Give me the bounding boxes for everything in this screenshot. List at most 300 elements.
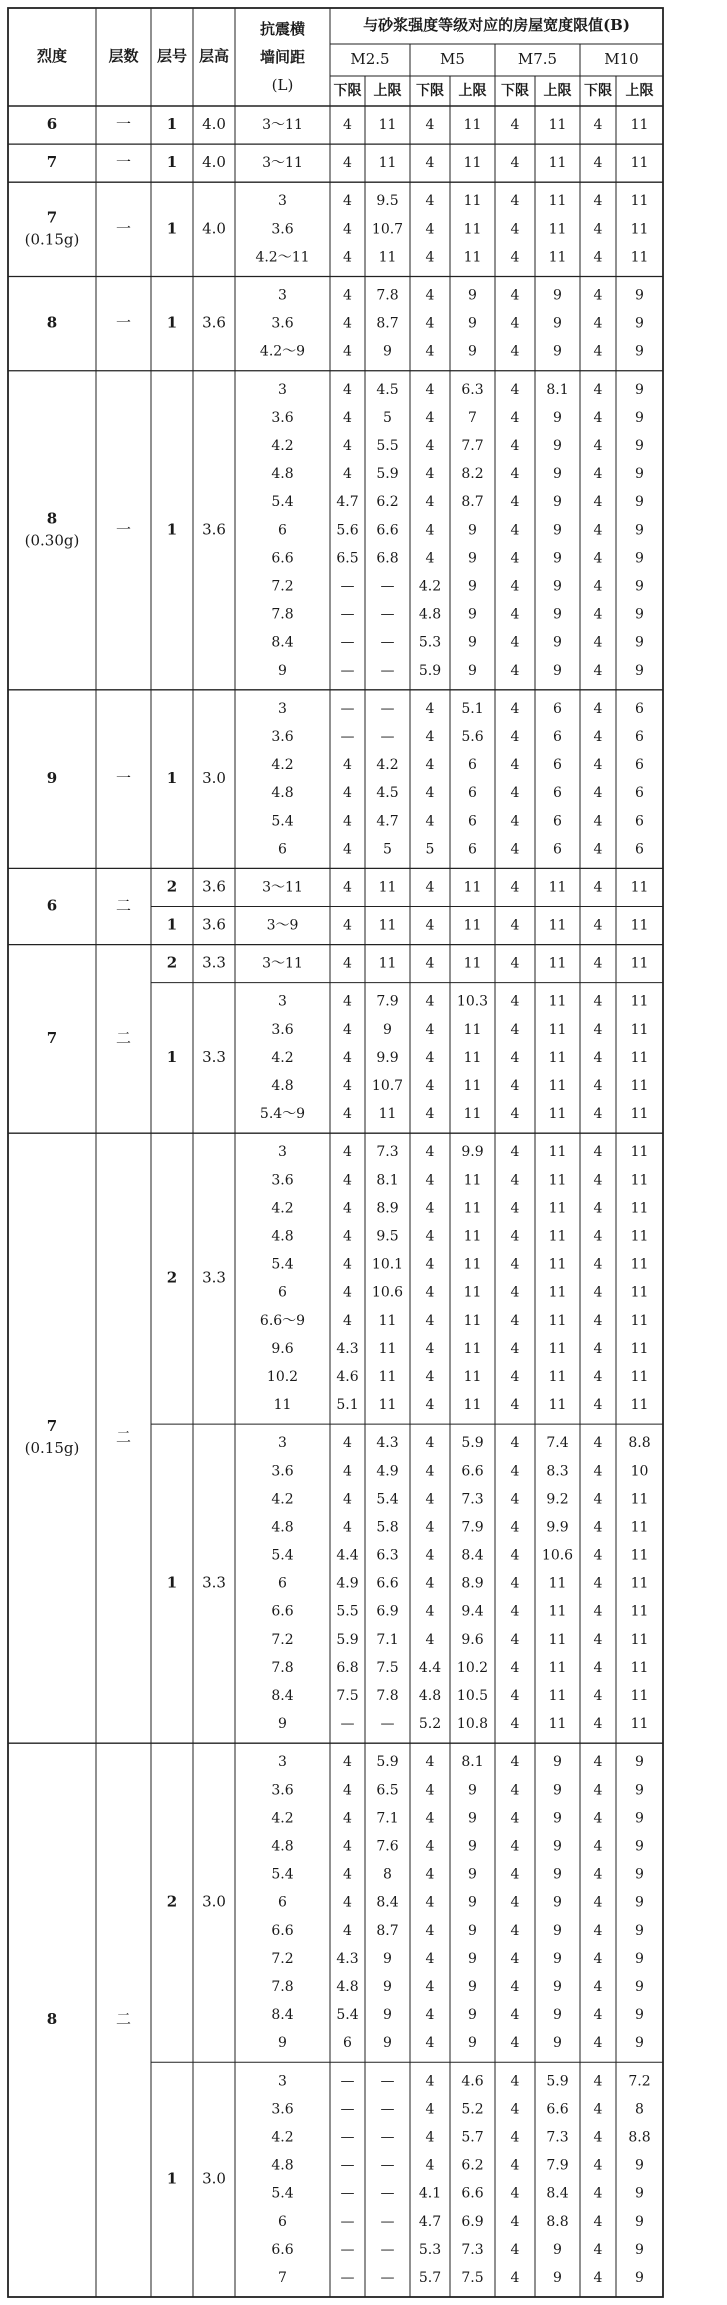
width-limit-cell: 4 [510, 578, 520, 595]
width-limit-cell: 9 [553, 466, 562, 483]
width-limit-cell: 4.1 [418, 2185, 442, 2202]
width-limit-cell: 4 [510, 249, 520, 266]
width-limit-cell: 11 [630, 1519, 649, 1536]
width-limit-cell: 11 [630, 1575, 649, 1592]
wall-spacing-cell: 4.8 [271, 1228, 294, 1245]
width-limit-cell: 11 [548, 1368, 567, 1385]
width-limit-cell: 4 [343, 1838, 352, 1855]
width-limit-cell: 9 [468, 315, 477, 332]
width-limit-cell: 7.5 [336, 1688, 359, 1705]
width-limit-cell: 4 [593, 1021, 603, 1038]
wall-spacing-cell: 3 [278, 287, 287, 304]
width-limit-cell: 4.7 [336, 494, 359, 511]
width-limit-cell: — [380, 578, 395, 595]
width-limit-cell: 11 [548, 1340, 567, 1357]
width-limit-cell: 4 [343, 1922, 352, 1939]
width-limit-cell: 9 [383, 343, 392, 360]
width-limit-cell: 11 [548, 1256, 567, 1273]
width-limit-cell: 11 [630, 1049, 649, 1066]
width-limit-cell: 11 [463, 1106, 482, 1123]
header-lower-2: 下限 [501, 83, 529, 99]
width-limit-cell: 4 [593, 315, 603, 332]
width-limit-cell: 4 [510, 2157, 520, 2174]
width-limit-cell: 4 [593, 343, 603, 360]
width-limit-cell: 4 [510, 221, 520, 238]
width-limit-cell: 4 [425, 1228, 435, 1245]
width-limit-cell: 6.6 [546, 2101, 569, 2118]
width-limit-cell: 6.9 [376, 1603, 399, 1620]
width-limit-cell: — [380, 662, 395, 679]
width-limit-cell: 8.4 [461, 1547, 484, 1564]
floor-height-cell: 3.0 [202, 2169, 226, 2188]
width-limit-cell: 9 [468, 550, 477, 567]
width-limit-cell: 11 [630, 1603, 649, 1620]
width-limit-cell: 11 [548, 1106, 567, 1123]
width-limit-cell: 4 [510, 813, 520, 830]
width-limit-cell: 4 [593, 606, 603, 623]
width-limit-cell: 8.4 [376, 1894, 399, 1911]
width-limit-cell: 4 [510, 1144, 520, 1161]
width-limit-cell: 11 [548, 993, 567, 1010]
wall-spacing-cell: 3～11 [262, 155, 303, 172]
wall-spacing-cell: 11 [273, 1397, 292, 1414]
width-limit-cell: 4 [425, 757, 435, 774]
width-limit-cell: 9 [468, 1978, 477, 1995]
width-limit-cell: 4 [425, 1603, 435, 1620]
width-limit-cell: 11 [378, 155, 397, 172]
width-limit-cell: 9 [635, 2035, 644, 2052]
width-limit-cell: 4 [510, 757, 520, 774]
width-limit-cell: 11 [548, 1144, 567, 1161]
width-limit-cell: 9 [468, 1866, 477, 1883]
width-limit-cell: 4 [425, 1894, 435, 1911]
header-grade-3: M10 [604, 50, 639, 68]
width-limit-cell: 5 [425, 841, 435, 858]
width-limit-cell: 11 [630, 1078, 649, 1095]
floor-number-cell: 2 [166, 1892, 178, 1911]
width-limit-cell: 4 [343, 381, 352, 398]
storeys-cell: 二 [115, 1028, 132, 1047]
width-limit-cell: 4 [343, 1021, 352, 1038]
width-limit-cell: 7.4 [546, 1435, 569, 1452]
floor-number-cell: 1 [166, 769, 178, 788]
width-limit-cell: 4 [593, 578, 603, 595]
width-limit-cell: 11 [630, 1106, 649, 1123]
intensity-cell: 8 [46, 2010, 58, 2029]
width-limit-cell: 11 [548, 1049, 567, 1066]
width-limit-cell: 4 [593, 2035, 603, 2052]
width-limit-cell: 4 [343, 409, 352, 426]
width-limit-cell: 9 [553, 1866, 562, 1883]
wall-spacing-cell: 8.4 [271, 2007, 294, 2024]
floor-number-cell: 1 [166, 2169, 178, 2188]
width-limit-cell: 6.3 [461, 381, 484, 398]
width-limit-cell: 4 [510, 1894, 520, 1911]
intensity-cell: 6 [46, 896, 58, 915]
width-limit-cell: 4.3 [336, 1950, 359, 1967]
width-limit-cell: 4 [510, 662, 520, 679]
width-limit-cell: 11 [630, 1172, 649, 1189]
header-spacing-line3: (L) [271, 76, 294, 94]
wall-spacing-cell: 6 [278, 1894, 287, 1911]
width-limit-cell: 4 [343, 1894, 352, 1911]
width-limit-cell: 4 [593, 1838, 603, 1855]
width-limit-cell: 11 [463, 1284, 482, 1301]
width-limit-cell: 6 [553, 757, 562, 774]
width-limit-cell: 4 [593, 1631, 603, 1648]
width-limit-cell: 4 [343, 813, 352, 830]
width-limit-cell: 4 [510, 1716, 520, 1733]
width-limit-cell: 4 [510, 1284, 520, 1301]
width-limit-cell: 11 [463, 1200, 482, 1217]
width-limit-cell: 4 [343, 438, 352, 455]
width-limit-cell: 4 [510, 955, 520, 972]
width-limit-cell: 8.4 [546, 2185, 569, 2202]
width-limit-cell: 4 [510, 1978, 520, 1995]
width-limit-cell: — [380, 2269, 395, 2286]
wall-spacing-cell: 5.4 [271, 2185, 294, 2202]
wall-spacing-cell: 4.8 [271, 466, 294, 483]
width-limit-cell: 5.9 [461, 1435, 484, 1452]
width-limit-cell: — [380, 728, 395, 745]
width-limit-cell: 11 [463, 1397, 482, 1414]
wall-spacing-cell: 4.8 [271, 1838, 294, 1855]
width-limit-cell: 9 [468, 662, 477, 679]
width-limit-cell: 4 [510, 1049, 520, 1066]
width-limit-cell: 4.5 [376, 785, 399, 802]
header-upper-1: 上限 [458, 83, 487, 99]
width-limit-cell: 11 [463, 1256, 482, 1273]
width-limit-cell: 4 [343, 1519, 352, 1536]
width-limit-cell: 4 [593, 917, 603, 934]
width-limit-cell: 4 [510, 1810, 520, 1827]
width-limit-cell: 4 [510, 1435, 520, 1452]
width-limit-cell: 4 [343, 1491, 352, 1508]
width-limit-cell: 4 [593, 1228, 603, 1245]
width-limit-cell: 4 [510, 1491, 520, 1508]
width-limit-cell: 4 [593, 2129, 603, 2146]
width-limit-cell: 4 [593, 287, 603, 304]
width-limit-cell: 7.2 [628, 2073, 651, 2090]
width-limit-cell: 4 [425, 2129, 435, 2146]
header-grade-1: M5 [440, 50, 465, 68]
width-limit-cell: 9 [468, 634, 477, 651]
width-limit-cell: 4 [425, 1049, 435, 1066]
width-limit-cell: 4 [593, 1049, 603, 1066]
wall-spacing-cell: 3.6 [271, 1463, 294, 1480]
width-limit-cell: 11 [463, 917, 482, 934]
width-limit-cell: 4 [510, 700, 520, 717]
wall-spacing-cell: 6.6 [271, 550, 294, 567]
width-limit-cell: 6.8 [336, 1659, 359, 1676]
width-limit-cell: 4 [425, 1575, 435, 1592]
intensity-accel-cell: (0.15g) [24, 1439, 80, 1458]
width-limit-cell: 6.6 [376, 1575, 399, 1592]
width-limit-cell: 4.8 [418, 1688, 442, 1705]
width-limit-cell: 7.1 [376, 1631, 399, 1648]
wall-spacing-cell: 3 [278, 193, 287, 210]
width-limit-cell: 4 [510, 2073, 520, 2090]
width-limit-cell: 4 [425, 249, 435, 266]
width-limit-cell: — [340, 578, 355, 595]
wall-spacing-cell: 3 [278, 1144, 287, 1161]
floor-height-cell: 4.0 [202, 219, 226, 238]
width-limit-cell: 9 [635, 381, 644, 398]
width-limit-cell: 4 [343, 221, 352, 238]
width-limit-cell: 9 [383, 2007, 392, 2024]
width-limit-cell: 11 [463, 1368, 482, 1385]
floor-height-cell: 3.6 [202, 877, 226, 896]
width-limit-cell: 11 [630, 1397, 649, 1414]
width-limit-cell: 11 [630, 221, 649, 238]
width-limit-cell: 4 [593, 700, 603, 717]
width-limit-cell: 6.6 [461, 1463, 484, 1480]
width-limit-cell: 4 [425, 1950, 435, 1967]
width-limit-cell: 4 [593, 634, 603, 651]
width-limit-cell: 10.8 [456, 1716, 489, 1733]
width-limit-cell: 4 [510, 155, 520, 172]
width-limit-cell: 9 [553, 2007, 562, 2024]
width-limit-cell: — [340, 2073, 355, 2090]
width-limit-cell: 4 [593, 550, 603, 567]
wall-spacing-cell: 5.4 [271, 1866, 294, 1883]
width-limit-cell: — [340, 2185, 355, 2202]
width-limit-cell: 9 [553, 315, 562, 332]
width-limit-cell: 4 [425, 155, 435, 172]
width-limit-cell: 9.5 [376, 193, 399, 210]
width-limit-cell: 9 [553, 1922, 562, 1939]
width-limit-cell: 8.9 [461, 1575, 484, 1592]
width-limit-cell: — [340, 2129, 355, 2146]
wall-spacing-cell: 6 [278, 1284, 287, 1301]
width-limit-cell: 8.7 [376, 315, 399, 332]
width-limit-cell: 4.4 [418, 1659, 442, 1676]
width-limit-cell: 9 [635, 578, 644, 595]
width-limit-cell: 4 [425, 1368, 435, 1385]
width-limit-cell: 4 [425, 1312, 435, 1329]
width-limit-cell: 11 [548, 193, 567, 210]
wall-spacing-cell: 5.4 [271, 1256, 294, 1273]
width-limit-cell: 4 [593, 1491, 603, 1508]
width-limit-cell: 9 [383, 2035, 392, 2052]
width-limit-cell: — [380, 606, 395, 623]
width-limit-cell: 4 [425, 117, 435, 134]
width-limit-cell: 7.5 [461, 2269, 484, 2286]
width-limit-cell: 4 [425, 2101, 435, 2118]
width-limit-cell: 9 [468, 1894, 477, 1911]
width-limit-cell: 11 [630, 1144, 649, 1161]
width-limit-cell: 11 [630, 1256, 649, 1273]
width-limit-cell: 11 [378, 917, 397, 934]
width-limit-cell: 4 [510, 522, 520, 539]
width-limit-cell: 6 [635, 757, 644, 774]
width-limit-cell: 9 [635, 466, 644, 483]
width-limit-cell: 6 [635, 700, 644, 717]
width-limit-cell: 4 [593, 1397, 603, 1414]
width-limit-cell: 11 [463, 879, 482, 896]
width-limit-cell: 6 [635, 841, 644, 858]
width-limit-cell: 8.1 [376, 1172, 399, 1189]
width-limit-cell: 4 [425, 813, 435, 830]
width-limit-cell: 11 [463, 1049, 482, 1066]
floor-height-cell: 3.3 [202, 953, 226, 972]
width-limit-cell: 4 [425, 522, 435, 539]
width-limit-cell: 6.6 [376, 522, 399, 539]
width-limit-cell: — [340, 2241, 355, 2258]
width-limit-cell: 4 [343, 249, 352, 266]
floor-number-cell: 1 [166, 520, 178, 539]
width-limit-cell: 4 [593, 1284, 603, 1301]
wall-spacing-cell: 10.2 [266, 1368, 299, 1385]
width-limit-cell: 11 [630, 1491, 649, 1508]
width-limit-cell: 9 [553, 550, 562, 567]
width-limit-cell: 4.3 [336, 1340, 359, 1357]
wall-spacing-cell: 7.2 [271, 1950, 294, 1967]
width-limit-cell: 10.5 [456, 1688, 489, 1705]
width-limit-cell: 9 [635, 315, 644, 332]
width-limit-cell: 4 [593, 1312, 603, 1329]
width-limit-cell: 11 [630, 993, 649, 1010]
header-grade-2: M7.5 [517, 50, 558, 68]
wall-spacing-cell: 3.6 [271, 728, 294, 745]
width-limit-cell: 4 [425, 879, 435, 896]
width-limit-cell: 4 [593, 381, 603, 398]
width-limit-cell: 9 [468, 1950, 477, 1967]
width-limit-cell: 4 [425, 466, 435, 483]
intensity-cell: 8 [46, 313, 58, 332]
width-limit-cell: 11 [630, 249, 649, 266]
width-limit-cell: 4 [593, 466, 603, 483]
width-limit-cell: 4 [593, 2101, 603, 2118]
width-limit-cell: 4 [425, 343, 435, 360]
width-limit-cell: 9 [635, 343, 644, 360]
width-limit-cell: 4 [510, 1200, 520, 1217]
width-limit-cell: 4 [425, 2035, 435, 2052]
width-limit-cell: 6.6 [461, 2185, 484, 2202]
wall-spacing-cell: 3～11 [262, 955, 303, 972]
width-limit-cell: 11 [378, 1368, 397, 1385]
header-intensity: 烈度 [36, 47, 68, 65]
width-limit-cell: 9 [635, 2007, 644, 2024]
width-limit-cell: 4 [510, 1106, 520, 1123]
width-limit-cell: 4 [343, 1810, 352, 1827]
width-limit-cell: 9 [553, 606, 562, 623]
width-limit-cell: 9 [635, 494, 644, 511]
width-limit-cell: 11 [463, 221, 482, 238]
width-limit-cell: 4 [343, 1228, 352, 1245]
wall-spacing-cell: 4.2 [271, 1049, 294, 1066]
width-limit-cell: 11 [630, 1631, 649, 1648]
width-limit-cell: 4 [343, 1256, 352, 1273]
width-limit-cell: 4 [510, 438, 520, 455]
width-limit-cell: 11 [548, 1312, 567, 1329]
width-limit-cell: 11 [463, 1340, 482, 1357]
width-limit-cell: 4 [593, 1716, 603, 1733]
width-limit-cell: 4 [593, 1547, 603, 1564]
width-limit-cell: 11 [463, 1021, 482, 1038]
width-limit-cell: 4 [343, 1106, 352, 1123]
intensity-cell: 7 [46, 1028, 58, 1047]
width-limit-cell: 4.2 [418, 578, 442, 595]
intensity-cell: 8 [46, 509, 58, 528]
width-limit-cell: 4 [510, 193, 520, 210]
width-limit-cell: 7.3 [461, 1491, 484, 1508]
width-limit-cell: 4 [593, 221, 603, 238]
width-limit-cell: 9 [383, 1021, 392, 1038]
width-limit-cell: 4 [343, 1463, 352, 1480]
width-limit-cell: 4 [510, 917, 520, 934]
width-limit-cell: 11 [548, 1078, 567, 1095]
width-limit-cell: 4 [510, 634, 520, 651]
width-limit-cell: 9 [553, 438, 562, 455]
width-limit-cell: 4 [510, 2241, 520, 2258]
width-limit-cell: 11 [463, 1172, 482, 1189]
width-limit-cell: 4 [425, 2157, 435, 2174]
width-limit-cell: 6.2 [461, 2157, 484, 2174]
wall-spacing-cell: 3.6 [271, 409, 294, 426]
width-limit-cell: 4 [593, 1603, 603, 1620]
width-limit-cell: 9 [468, 1922, 477, 1939]
width-limit-cell: 11 [548, 1200, 567, 1217]
width-limit-cell: 7.3 [376, 1144, 399, 1161]
storeys-cell: 一 [115, 769, 132, 788]
width-limit-cell: 4 [593, 1340, 603, 1357]
width-limit-cell: 4 [593, 2157, 603, 2174]
width-limit-cell: 7.7 [461, 438, 484, 455]
width-limit-cell: 11 [630, 193, 649, 210]
width-limit-cell: 4 [343, 917, 352, 934]
width-limit-cell: 4 [343, 1284, 352, 1301]
width-limit-cell: 4.2 [376, 757, 399, 774]
width-limit-cell: 4 [425, 1106, 435, 1123]
width-limit-cell: 9 [553, 578, 562, 595]
wall-spacing-cell: 3 [278, 700, 287, 717]
width-limit-cell: 11 [378, 1340, 397, 1357]
width-limit-cell: 4 [510, 494, 520, 511]
width-limit-cell: 4 [593, 1894, 603, 1911]
width-limit-cell: 4 [510, 1603, 520, 1620]
intensity-cell: 7 [46, 1417, 58, 1436]
header-spacing-line2: 墙间距 [259, 48, 306, 66]
width-limit-cell: 4 [593, 1106, 603, 1123]
width-limit-cell: 4 [343, 757, 352, 774]
wall-spacing-cell: 4.2 [271, 2129, 294, 2146]
width-limit-cell: 4 [343, 1312, 352, 1329]
width-limit-cell: 4 [343, 1200, 352, 1217]
width-limit-cell: 4 [510, 841, 520, 858]
intensity-accel-cell: (0.15g) [24, 230, 80, 249]
width-limit-cell: 4.9 [336, 1575, 359, 1592]
width-limit-cell: — [340, 700, 355, 717]
width-limit-cell: 11 [630, 1547, 649, 1564]
width-limit-cell: 4 [343, 1782, 352, 1799]
wall-spacing-cell: 4.2～9 [259, 343, 306, 360]
width-limit-cell: 9 [468, 1782, 477, 1799]
wall-spacing-cell: 6 [278, 2213, 287, 2230]
width-limit-cell: 11 [463, 249, 482, 266]
width-limit-cell: 4 [425, 1284, 435, 1301]
wall-spacing-cell: 4.2 [271, 1200, 294, 1217]
floor-height-cell: 3.0 [202, 769, 226, 788]
width-limit-cell: 4 [425, 1256, 435, 1273]
width-limit-cell: 5.4 [376, 1491, 399, 1508]
width-limit-cell: 9 [553, 1894, 562, 1911]
width-limit-cell: 4 [593, 1144, 603, 1161]
width-limit-cell: 4.5 [376, 381, 399, 398]
wall-spacing-cell: 3 [278, 381, 287, 398]
floor-height-cell: 4.0 [202, 153, 226, 172]
width-limit-cell: 4 [425, 1519, 435, 1536]
